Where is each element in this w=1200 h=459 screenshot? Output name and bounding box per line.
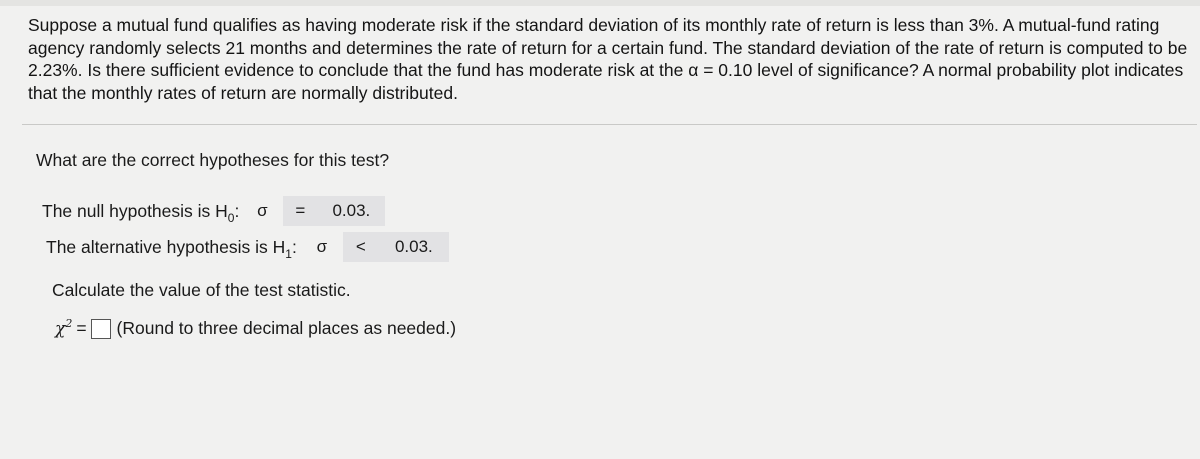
hypotheses-question: What are the correct hypotheses for this test? bbox=[36, 150, 390, 170]
problem-statement: Suppose a mutual fund qualifies as having moderate risk if the standard deviation of its monthly rate of return is less than 3%. A mutual-fund rating agency randomly selects 21 months and determines the rate of return for a certain fund. The standard deviation of the rate of return is computed to be 2.23%. Is there sufficient evidence to conclude that the fund has moderate risk at the α = 0.10 level of significance? A normal probability plot indicates that the monthly rates of return are normally distributed. bbox=[28, 15, 1188, 103]
test-statistic-prompt: Calculate the value of the test statistic. bbox=[52, 280, 351, 300]
alt-hypothesis-row bbox=[46, 232, 449, 262]
null-hypothesis-row bbox=[42, 196, 385, 226]
equals-sign: = bbox=[76, 318, 87, 338]
alt-parameter-select[interactable]: σ bbox=[316, 237, 328, 256]
section-divider bbox=[22, 124, 1197, 125]
alt-value-field[interactable]: 0.03. bbox=[379, 232, 449, 262]
rounding-note: (Round to three decimal places as needed.) bbox=[116, 318, 457, 338]
top-border bbox=[0, 0, 1200, 6]
test-statistic-input[interactable] bbox=[91, 319, 111, 339]
null-parameter-select[interactable]: σ bbox=[257, 201, 268, 220]
null-operator-select[interactable]: = bbox=[283, 196, 317, 226]
alt-hypothesis-label: The alternative hypothesis is $H_1$: bbox=[46, 236, 297, 261]
alt-operator-select[interactable]: < bbox=[343, 232, 379, 262]
null-value-field[interactable]: 0.03. bbox=[317, 196, 385, 226]
null-hypothesis-label: The null hypothesis is $H_0$: bbox=[42, 200, 240, 225]
answer-row bbox=[55, 318, 456, 339]
chi-square-symbol: $\chi^2$ bbox=[55, 316, 73, 339]
